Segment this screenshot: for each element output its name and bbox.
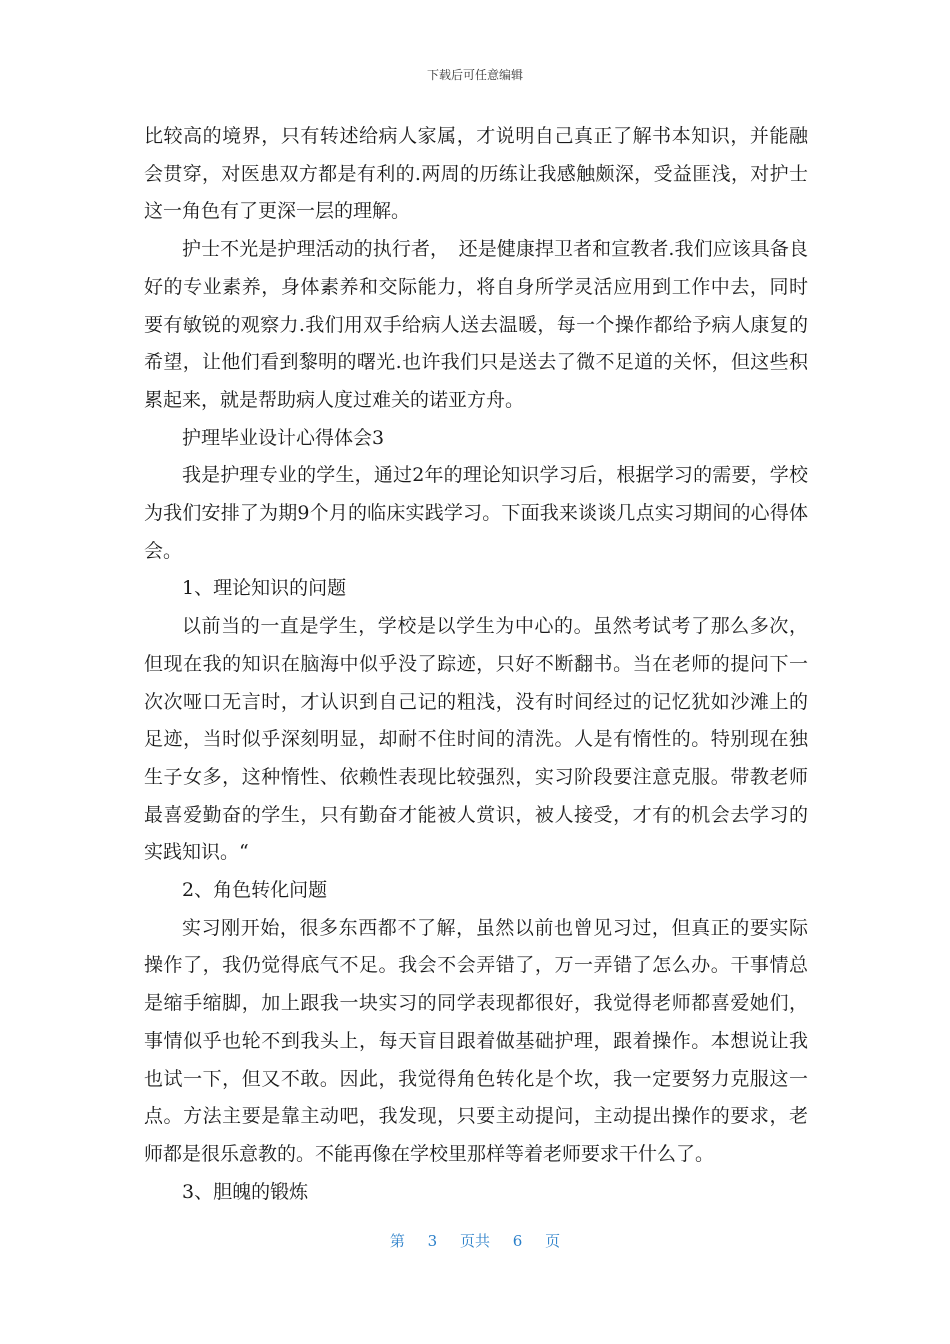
paragraph: 比较高的境界，只有转述给病人家属，才说明自己真正了解书本知识，并能融会贯穿，对医患双方都是有利的.两周的历练让我感触颇深，受益匪浅，对护士这一角色有了更深一层的理解。 (144, 125, 808, 223)
paragraph: 实习刚开始，很多东西都不了解，虽然以前也曾见习过，但真正的要实际操作了，我仍觉得底气不足。我会不会弄错了，万一弄错了怎么办。干事情总是缩手缩脚，加上跟我一块实习的同学表现都很好，我觉得老师都喜爱她们，事情似乎也轮不到我头上，每天盲目跟着做基础护理，跟着操作。本想说让我也试一下，但又不敢。因此，我觉得角色转化是个坎，我一定要努力克服这一点。方法主要是靠主动吧，我发现，只要主动提问，主动提出操作的要求，老师都是很乐意教的。不能再像在学校里那样等着老师要求干什么了。 (144, 916, 808, 1165)
paragraph: 我是护理专业的学生，通过2年的理论知识学习后，根据学习的需要，学校为我们安排了为期9个月的临床实践学习。下面我来谈谈几点实习期间的心得体会。 (144, 464, 808, 562)
current-page-number: 3 (427, 1232, 438, 1250)
section-heading: 3、胆魄的锻炼 (182, 1180, 309, 1203)
page-footer (0, 1230, 950, 1251)
section-heading: 1、理论知识的问题 (182, 577, 347, 600)
document-body (144, 118, 808, 1211)
footer-label-di: 第 (389, 1232, 405, 1250)
section-heading: 护理毕业设计心得体会3 (182, 426, 385, 449)
paragraph: 护士不光是护理活动的执行者， 还是健康捍卫者和宣教者.我们应该具备良好的专业素养，身体素养和交际能力，将自身所学灵活应用到工作中去，同时要有敏锐的观察力.我们用双手给病人送去温暖，每一个操作都给予病人康复的希望，让他们看到黎明的曙光.也许我们只是送去了微不足道的关怀，但这些积累起来，就是帮助病人度过难关的诺亚方舟。 (144, 238, 808, 411)
total-pages-number: 6 (512, 1232, 523, 1250)
footer-label-ye: 页 (545, 1232, 561, 1250)
footer-label-ye-gong: 页共 (459, 1232, 490, 1250)
paragraph: 以前当的一直是学生，学校是以学生为中心的。虽然考试考了那么多次，但现在我的知识在脑海中似乎没了踪迹，只好不断翻书。当在老师的提问下一次次哑口无言时，才认识到自己记的粗浅，没有时间经过的记忆犹如沙滩上的足迹，当时似乎深刻明显，却耐不住时间的清洗。人是有惰性的。特别现在独生子女多，这种惰性、依赖性表现比较强烈，实习阶段要注意克服。带教老师最喜爱勤奋的学生，只有勤奋才能被人赏识，被人接受，才有的机会去学习的实践知识。“ (144, 615, 808, 864)
page-header: 下载后可任意编辑 (426, 68, 523, 82)
section-heading: 2、角色转化问题 (182, 879, 328, 902)
